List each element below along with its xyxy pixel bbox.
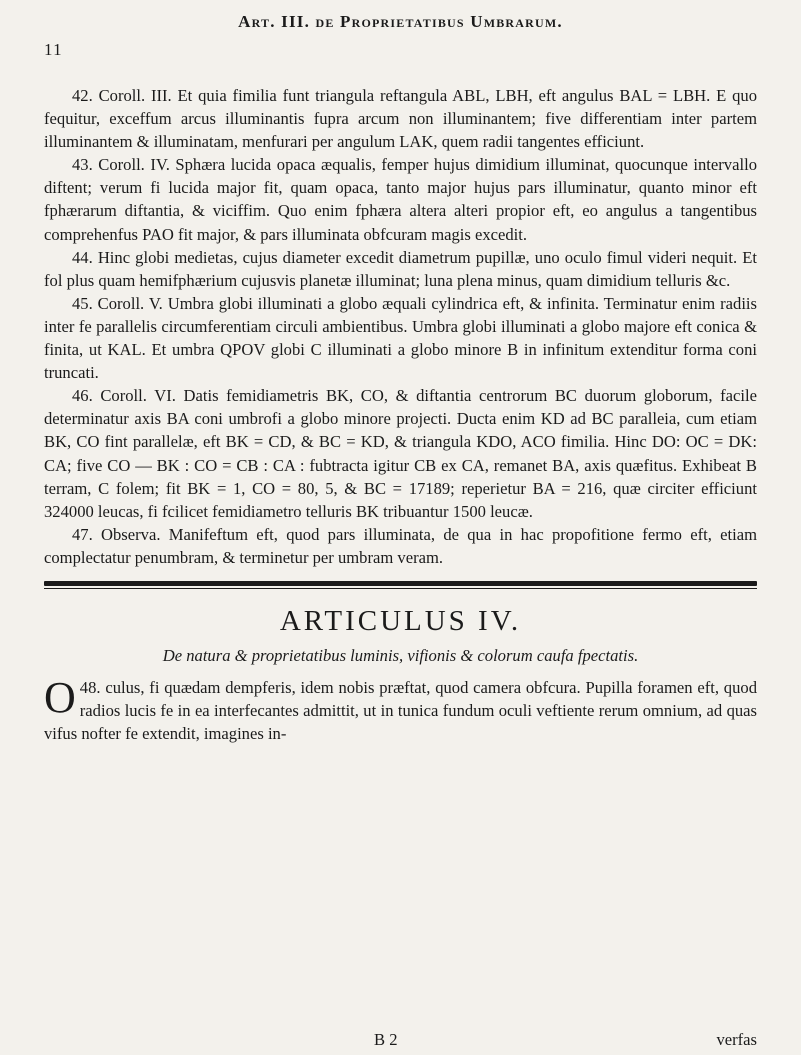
paragraph-44: 44. Hinc globi medietas, cujus diameter excedit diametrum pupillæ, uno oculo fimul videri nequit. Et fol plus quam hemifphærium cujusvis planetæ illuminat; luna plena minus, quam dimidium telluris &c. — [44, 247, 757, 290]
paragraph-45: 45. Coroll. V. Umbra globi illuminati a globo æquali cylindrica eft, & infinita. Terminatur enim radiis inter fe parallelis circumferentiam circuli ambientibus. Umbra globi illuminati a globo majore eft conica & finita, ut KAL. Et umbra QPOV globi C illuminati a globo minore B in infinitum extenditur forma coni truncati. — [44, 293, 757, 383]
running-head — [44, 8, 757, 36]
section-rule-thin — [44, 588, 757, 589]
body-text — [44, 84, 757, 569]
running-title: Art. III. de Proprietatibus Umbrarum. — [238, 12, 563, 31]
catchword: verfas — [716, 1030, 757, 1049]
paragraph-43: 43. Coroll. IV. Sphæra lucida opaca æqualis, femper hujus dimidium illuminat, quocunque intervallo diftent; verum fi lucida major fit, quam opaca, tanto major hujus pars illuminatur, quanto minor eft fphærarum diftantia, & viciffim. Quo enim fphæra altera alteri propior eft, eo angulus a tangentibus comprehenfus PAO fit major, & pars illuminata obfcuram magis excedit. — [44, 155, 757, 244]
page-footer — [44, 1030, 757, 1050]
paragraph-46: 46. Coroll. VI. Datis femidiametris BK, CO, & diftantia centrorum BC duorum globorum, facile determinatur axis BA coni umbrofi a globo minore projecti. Ducta enim KD ad BC paralleia, cum etiam BK, CO fint parallelæ, eft BK = CD, & BC = KD, & triangula KDO, ACO fimilia. Hinc DO: OC = DK: CA; five CO — BK : CO = CB : CA : fubtracta igitur CB ex CA, remanet BA, axis quæfitus. Exhibeat B terram, C folem; fit BK = 1, CO = 80, 5, & BC = 17189; reperietur BA = 216, quæ circiter efficiunt 324000 leucas, fi fcilicet femidiametro telluris BK tribuantur 1500 leucæ. — [44, 386, 757, 521]
paragraph-42: 42. Coroll. III. Et quia fimilia funt triangula reftangula ABL, LBH, eft angulus BAL = LBH. E quo fequitur, exceffum arcus illuminantis fupra arcum non illuminantem; five differentiam inter partem illuminantem & illuminatam, menfurari per angulum LAK, quem radii tangentes efficiunt. — [44, 86, 757, 152]
paragraph-47: 47. Observa. Manifeftum eft, quod pars illuminata, de qua in hac propofitione fermo eft, etiam complectatur penumbram, & terminetur per umbram veram. — [44, 524, 757, 567]
article-title: ARTICULUS IV. — [279, 604, 522, 637]
article-subtitle: De natura & proprietatibus luminis, vifionis & colorum caufa fpectatis. — [162, 645, 639, 665]
drop-cap: O — [44, 672, 76, 722]
paragraph-48-text: culus, fi quædam dempferis, idem nobis præftat, quod camera obfcura. Pupilla foramen eft, quod radios lucis fe in ea interfecantes admittit, ut in tunica fundum oculi veftiente rerum omnium, ad quas vifus nofter fe extendit, imagines in- — [44, 677, 757, 744]
paragraph-48 — [44, 672, 757, 745]
section-rule-thick — [44, 581, 757, 586]
paragraph-48-number: 48. — [79, 677, 101, 697]
signature-mark: B 2 — [374, 1030, 398, 1049]
page-number: 11 — [44, 40, 63, 59]
